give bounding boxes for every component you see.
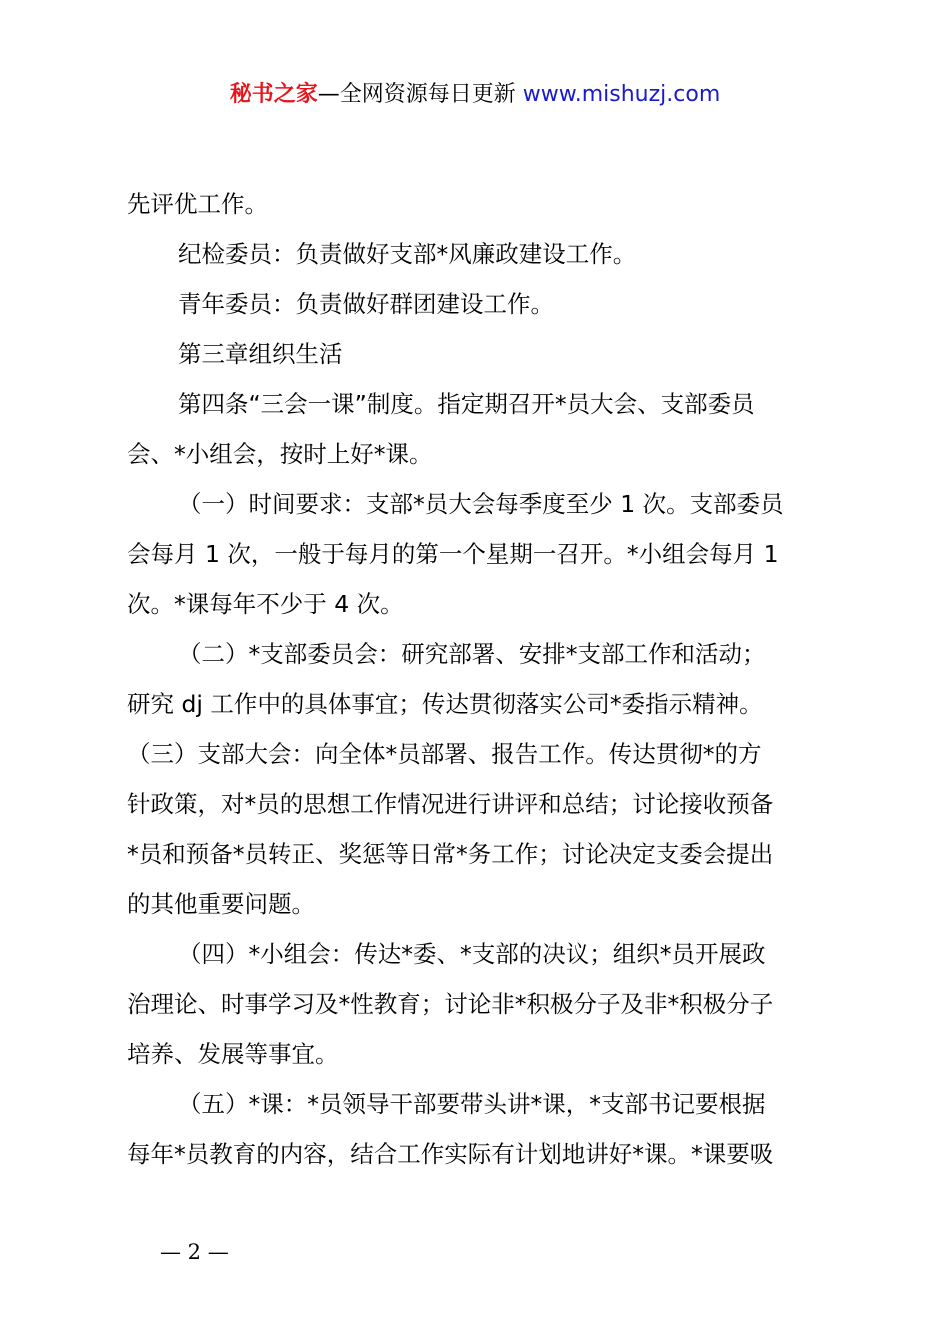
site-url-link[interactable]: www.mishuzj.com	[522, 82, 721, 107]
brand-name: 秘书之家	[229, 82, 318, 107]
paragraph-line: 先评优工作。	[127, 190, 268, 218]
site-header	[0, 78, 950, 112]
paragraph-line: 会、*小组会，按时上好*课。	[127, 440, 433, 468]
paragraph-line: 青年委员：负责做好群团建设工作。	[178, 290, 554, 318]
paragraph-line: （二）*支部委员会：研究部署、安排*支部工作和活动；	[178, 640, 766, 668]
paragraph-line: 纪检委员：负责做好支部*风廉政建设工作。	[178, 240, 637, 268]
paragraph-line: 的其他重要问题。	[127, 890, 315, 918]
paragraph-line: 培养、发展等事宜。	[127, 1040, 339, 1068]
header-tagline: —全网资源每日更新	[317, 82, 523, 107]
paragraph-line: 会每月 1 次，一般于每月的第一个星期一召开。*小组会每月 1	[127, 540, 779, 568]
paragraph-line: （四）*小组会：传达*委、*支部的决议；组织*员开展政	[178, 940, 766, 968]
paragraph-line: 第四条“三会一课”制度。指定期召开*员大会、支部委员	[178, 390, 755, 418]
paragraph-line: （五）*课：*员领导干部要带头讲*课，*支部书记要根据	[178, 1090, 766, 1118]
paragraph-line: 治理论、时事学习及*性教育；讨论非*积极分子及非*积极分子	[127, 990, 774, 1018]
paragraph-line: 次。*课每年不少于 4 次。	[127, 590, 404, 618]
paragraph-line: （三）支部大会：向全体*员部署、报告工作。传达贯彻*的方	[127, 740, 762, 768]
paragraph-line: 每年*员教育的内容，结合工作实际有计划地讲好*课。*课要吸	[127, 1140, 774, 1168]
paragraph-line: （一）时间要求：支部*员大会每季度至少 1 次。支部委员	[178, 490, 784, 518]
page-number: — 2 —	[160, 1240, 229, 1264]
paragraph-line: 研究 dj 工作中的具体事宜；传达贯彻落实公司*委指示精神。	[127, 690, 763, 718]
paragraph-line: 针政策，对*员的思想工作情况进行讲评和总结；讨论接收预备	[127, 790, 774, 818]
document-body	[127, 179, 833, 1179]
paragraph-line: *员和预备*员转正、奖惩等日常*务工作；讨论决定支委会提出	[127, 840, 774, 868]
chapter-heading: 第三章组织生活	[178, 340, 343, 368]
